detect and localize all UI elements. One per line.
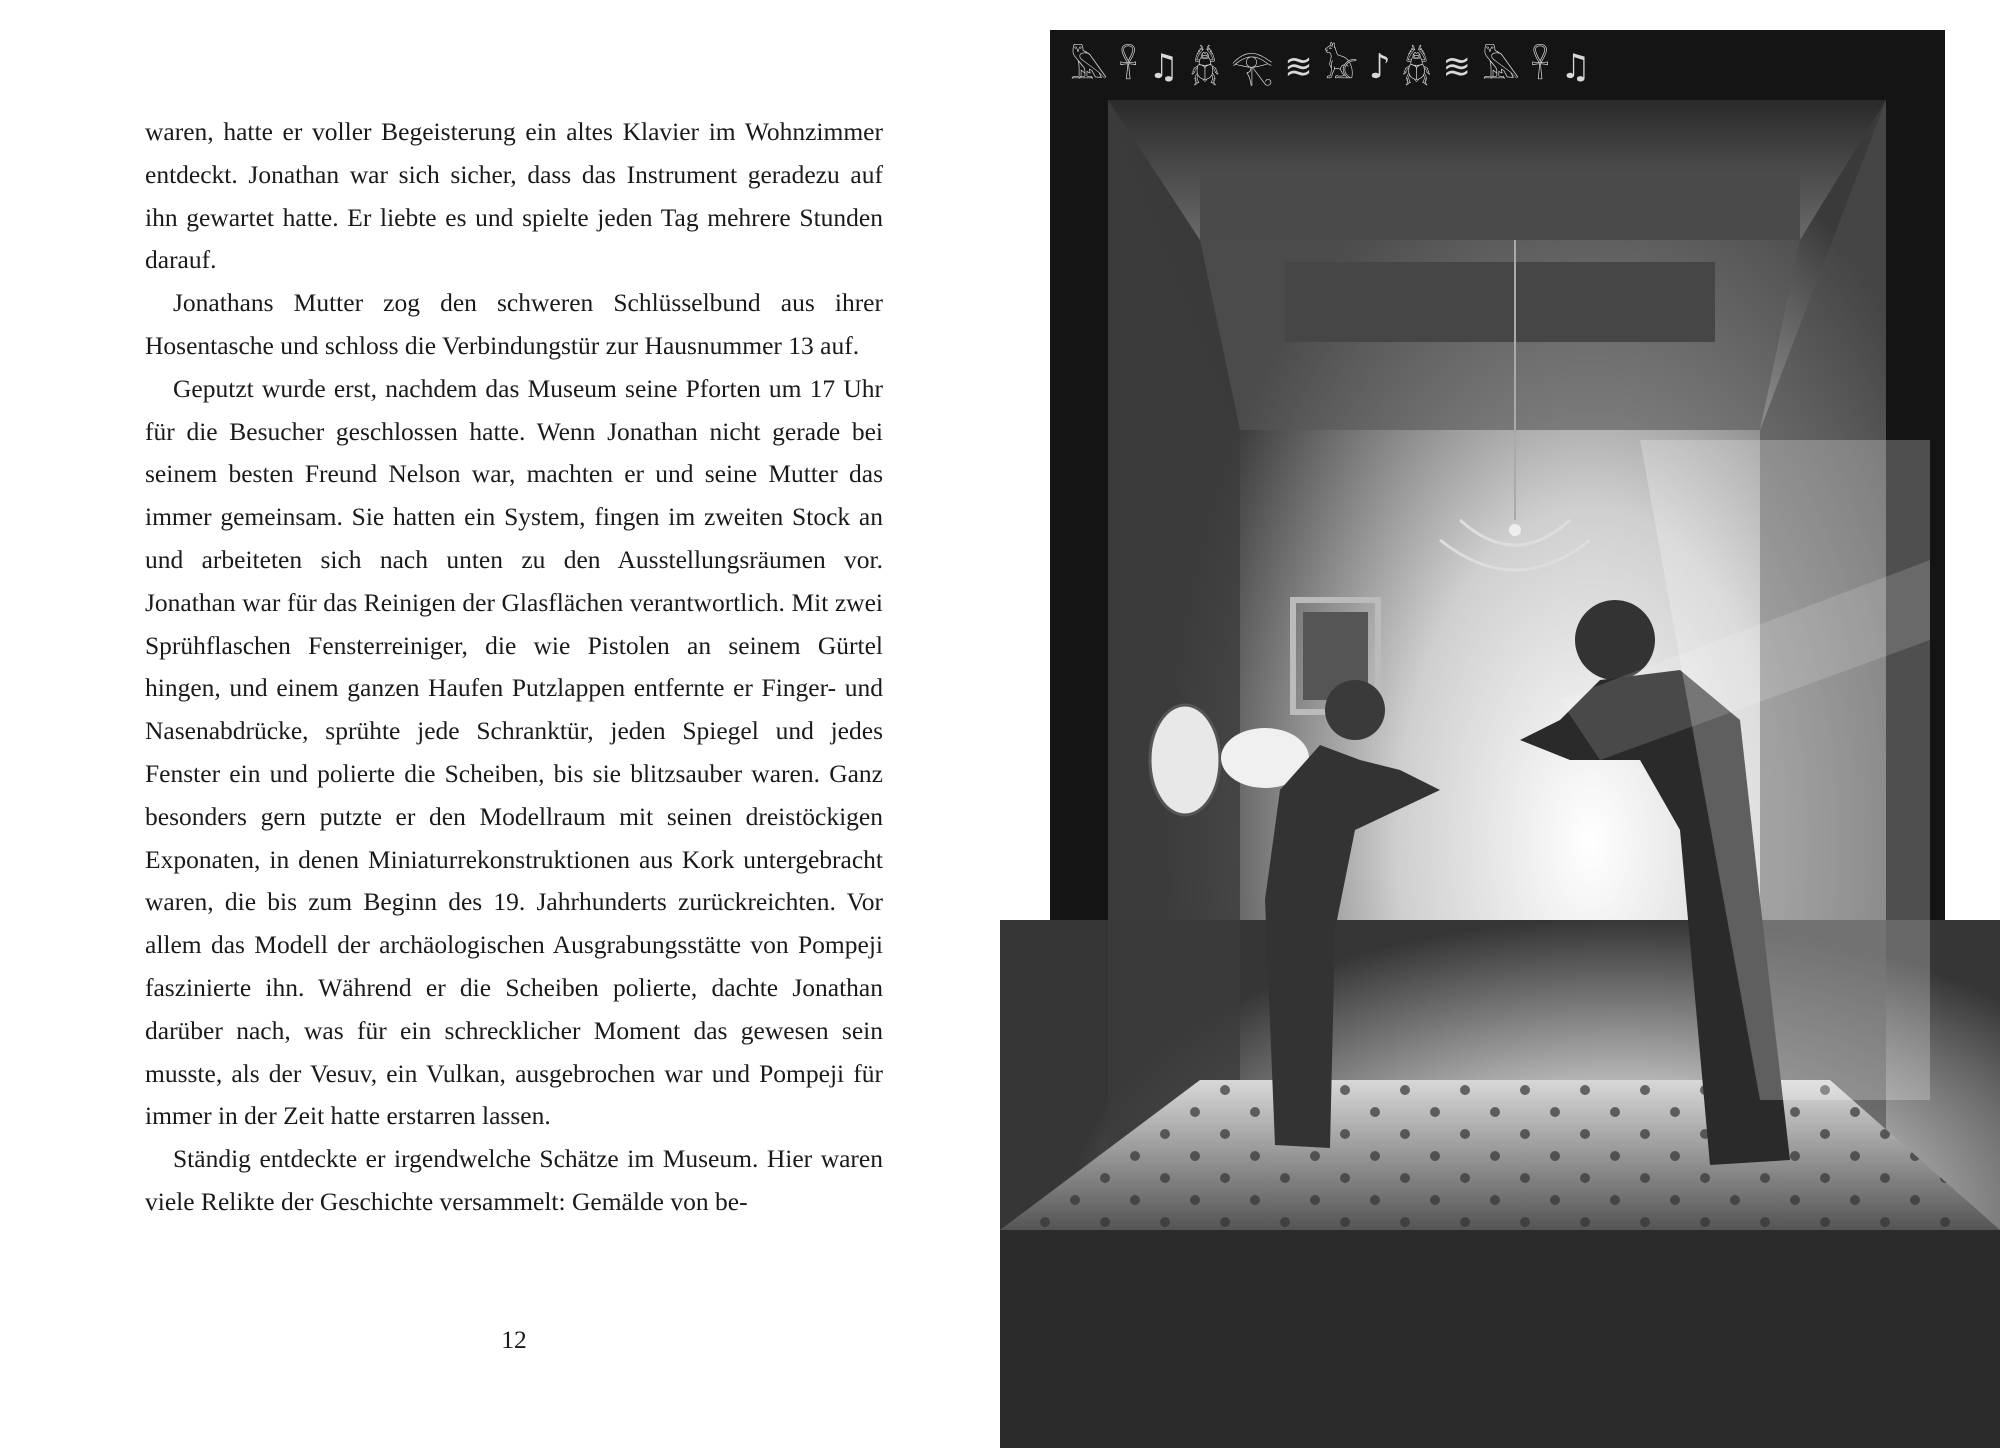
paragraph-4: Ständig entdeckte er irgendwelche Schätze im Museum. Hier waren viele Relikte der Geschichte versammelt: Gemälde von be- — [145, 1144, 883, 1216]
body-text — [145, 111, 883, 1224]
page-number: 12 — [501, 1325, 527, 1354]
frame-glyphs-top: 𓅓 𓋹 ♫ 𓆣 𓂀 ≋ 𓃠 ♪ 𓆣 ≋ 𓅓 𓋹 ♫ — [1070, 47, 1591, 87]
illustration — [1000, 0, 2000, 1448]
paragraph-1: waren, hatte er voller Begeisterung ein altes Klavier im Wohnzimmer entdeckt. Jonathan war sich sicher, dass das Instrument geradezu auf ihn gewartet hatte. Er liebte es und spielte jeden Tag mehrere Stunden darauf. — [145, 117, 883, 275]
paragraph-2: Jonathans Mutter zog den schweren Schlüsselbund aus ihrer Hosentasche und schloss die Verbindungstür zur Hausnummer 13 auf. — [145, 288, 883, 360]
illustration-icon — [1000, 0, 2000, 1448]
paragraph-3: Geputzt wurde erst, nachdem das Museum seine Pforten um 17 Uhr für die Besucher geschlossen hatte. Wenn Jonathan nicht gerade bei seinem besten Freund Nelson war, machten er und seine Mutter das immer gemeinsam. Sie hatten ein System, fingen im zweiten Stock an und arbeiteten sich nach unten zu den Ausstellungsräumen vor. Jonathan war für das Reinigen der Glasflächen verantwortlich. Mit zwei Sprühflaschen Fensterreiniger, die wie Pistolen an seinem Gürtel hingen, und einem ganzen Haufen Putzlappen entfernte er Finger- und Nasenabdrücke, sprühte jede Schranktür, jeden Spiegel und jedes Fenster ein und polierte die Scheiben, bis sie blitzsauber waren. Ganz besonders gern putzte er den Modellraum mit seinen dreistöckigen Exponaten, in denen Miniaturrekonstruktionen aus Kork untergebracht waren, die bis zum Beginn des 19. Jahrhunderts zurückreichten. Vor allem das Modell der archäologischen Ausgrabungsstätte von Pompeji faszinierte ihn. Während er die Scheiben polierte, dachte Jonathan darüber nach, was für ein schrecklicher Moment das gewesen sein musste, als der Vesuv, ein Vulkan, ausgebrochen war und Pompeji für immer in der Zeit hatte erstarren lassen. — [145, 373, 883, 1131]
